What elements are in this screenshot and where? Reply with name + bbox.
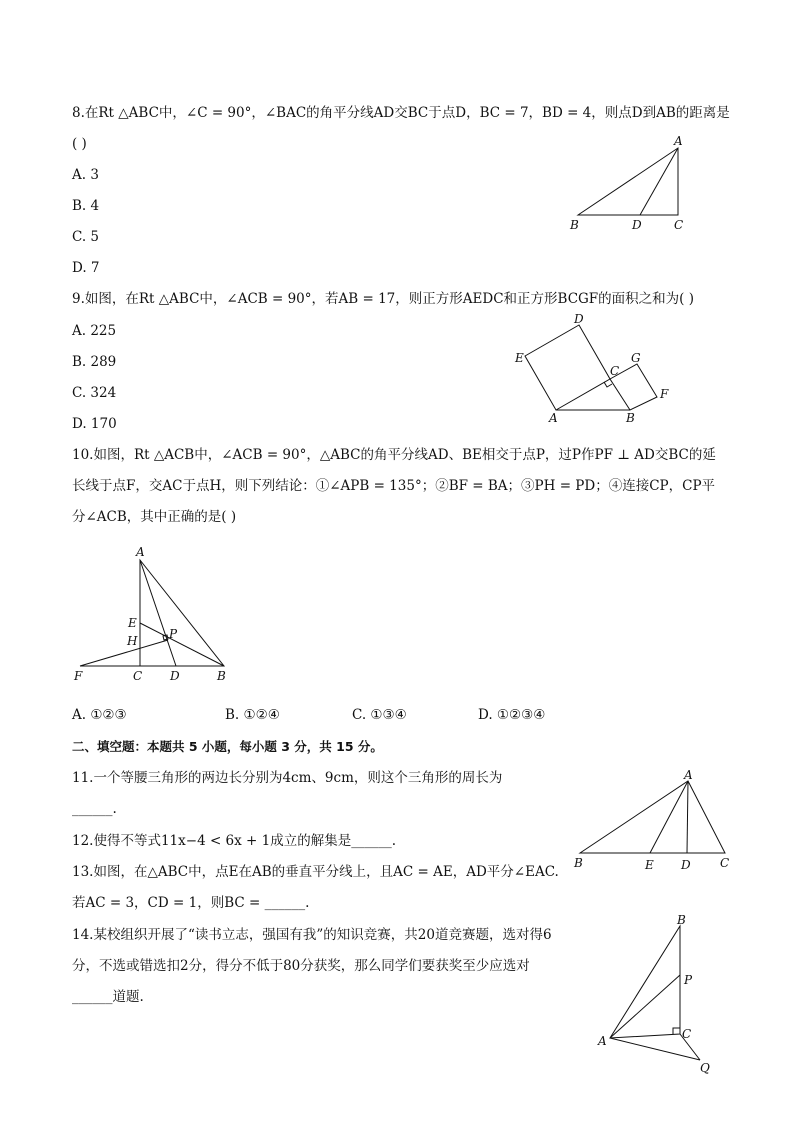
q13-triangle-abc	[580, 781, 725, 853]
q14-triangle-abc	[610, 926, 680, 1038]
q10-triangle-figure	[70, 540, 240, 690]
q8-answer-paren: ( )	[72, 136, 87, 152]
q8-option-b[interactable]: B. 4	[72, 198, 100, 214]
q9-label-c: C	[610, 364, 620, 378]
q10-label-p: P	[169, 627, 178, 641]
q10-label-f: F	[74, 669, 83, 683]
q13-label-e: E	[645, 858, 654, 872]
q10-stem-line2: 长线于点F，交AC于点H，则下列结论：①∠APB = 135°；②BF = BA；③PH = PD；④连接CP，CP平	[72, 478, 716, 494]
q8-option-a[interactable]: A. 3	[72, 167, 99, 183]
q12-end: .	[391, 833, 397, 849]
q10-option-b[interactable]: B. ①②④	[225, 707, 280, 723]
q14-segment-aq	[610, 1038, 700, 1060]
q8-label-c: C	[674, 218, 684, 232]
q14-label-b: B	[677, 913, 686, 927]
q14-right-angle-mark	[673, 1028, 680, 1034]
q14-segment-ap	[610, 975, 680, 1038]
q12-line	[72, 832, 396, 850]
q14-stem-end: 道题.	[112, 989, 144, 1005]
q13-stem-line2: 若AC = 3，CD = 1，则BC =	[72, 895, 261, 911]
q8-stem: 8.在Rt △ABC中，∠C = 90°，∠BAC的角平分线AD交BC于点D，BC = 7，BD = 4，则点D到AB的距离是	[72, 105, 730, 121]
q9-square-aedc	[525, 325, 610, 410]
q8-label-d: D	[632, 218, 642, 232]
q9-option-b[interactable]: B. 289	[72, 354, 117, 370]
q11-end: .	[112, 801, 117, 817]
q10-label-e: E	[128, 616, 137, 630]
q9-stem: 9.如图，在Rt △ABC中，∠ACB = 90°，若AB = 17，则正方形AEDC和正方形BCGF的面积之和为( )	[72, 291, 695, 307]
q14-label-c: C	[682, 1027, 692, 1041]
q10-label-h: H	[127, 634, 138, 648]
q8-option-d[interactable]: D. 7	[72, 260, 100, 276]
q11-answer-blank[interactable]: ______	[72, 801, 113, 817]
q14-label-a: A	[598, 1034, 607, 1048]
q13-triangle-figure	[570, 765, 740, 880]
q8-bisector-ad	[640, 148, 678, 215]
q13-label-b: B	[574, 856, 583, 870]
q14-label-q: Q	[700, 1061, 710, 1075]
q8-triangle-abc	[578, 148, 678, 215]
q14-stem-line2: 分，不选或错选扣2分，得分不低于80分获奖，那么同学们要获奖至少应选对	[72, 958, 530, 974]
q10-label-b: B	[217, 669, 226, 683]
q13-label-d: D	[681, 858, 691, 872]
q9-label-f: F	[660, 387, 669, 401]
q9-label-g: G	[631, 351, 641, 365]
q9-label-a: A	[549, 411, 558, 425]
q10-option-d[interactable]: D. ①②③④	[478, 707, 546, 723]
q13-answer-blank[interactable]: ______	[264, 895, 306, 911]
q9-squares-figure	[505, 310, 685, 430]
q13-line2	[72, 894, 309, 912]
q12-stem: 12.使得不等式11x−4 < 6x + 1成立的解集是	[72, 833, 352, 849]
q14-answer-blank[interactable]: ______	[72, 989, 113, 1005]
q10-option-a[interactable]: A. ①②③	[72, 707, 127, 723]
q13-segment-ae	[650, 781, 688, 853]
q14-triangle-figure	[590, 910, 720, 1080]
q8-triangle-figure	[560, 130, 700, 240]
q10-label-a: A	[136, 545, 145, 559]
q13-bisector-ad	[687, 781, 688, 853]
q12-answer-blank[interactable]: ______	[351, 833, 392, 849]
q10-line-fp	[80, 640, 168, 666]
q11-stem: 11.一个等腰三角形的两边长分别为4cm、9cm，则这个三角形的周长为	[72, 770, 503, 786]
q13-label-a: A	[684, 768, 693, 782]
q9-label-d: D	[574, 312, 584, 326]
q9-right-angle-mark	[604, 382, 612, 387]
q11-answer-line	[72, 800, 117, 818]
q13-end: .	[305, 895, 310, 911]
q10-bisector-ad	[140, 560, 176, 666]
section-fill-in-heading: 二、填空题：本题共 5 小题，每小题 3 分，共 15 分。	[72, 739, 383, 754]
q10-triangle-acb	[140, 560, 224, 666]
q8-label-a: A	[674, 134, 683, 148]
q9-option-a[interactable]: A. 225	[72, 323, 117, 339]
q10-right-angle-mark	[163, 635, 168, 640]
q10-label-c: C	[133, 669, 143, 683]
q8-option-c[interactable]: C. 5	[72, 229, 100, 245]
q8-label-b: B	[570, 218, 579, 232]
q13-label-c: C	[720, 856, 730, 870]
q10-option-c[interactable]: C. ①③④	[352, 707, 407, 723]
q13-stem-line1: 13.如图，在△ABC中，点E在AB的垂直平分线上，且AC = AE，AD平分∠EAC.	[72, 864, 559, 880]
q10-stem-line3: 分∠ACB，其中正确的是( )	[72, 509, 237, 525]
q14-stem-line1: 14.某校组织开展了“读书立志，强国有我”的知识竞赛，共20道竞赛题，选对得6	[72, 927, 552, 943]
q14-label-p: P	[684, 973, 693, 987]
q9-option-c[interactable]: C. 324	[72, 385, 117, 401]
q9-option-d[interactable]: D. 170	[72, 416, 117, 432]
q10-stem-line1: 10.如图，Rt △ACB中，∠ACB = 90°，△ABC的角平分线AD、BE相交于点P，过P作PF ⊥ AD交BC的延	[72, 447, 716, 463]
q14-line3	[72, 988, 144, 1006]
q9-label-b: B	[626, 411, 635, 425]
q9-label-e: E	[515, 351, 524, 365]
q10-label-d: D	[170, 669, 180, 683]
